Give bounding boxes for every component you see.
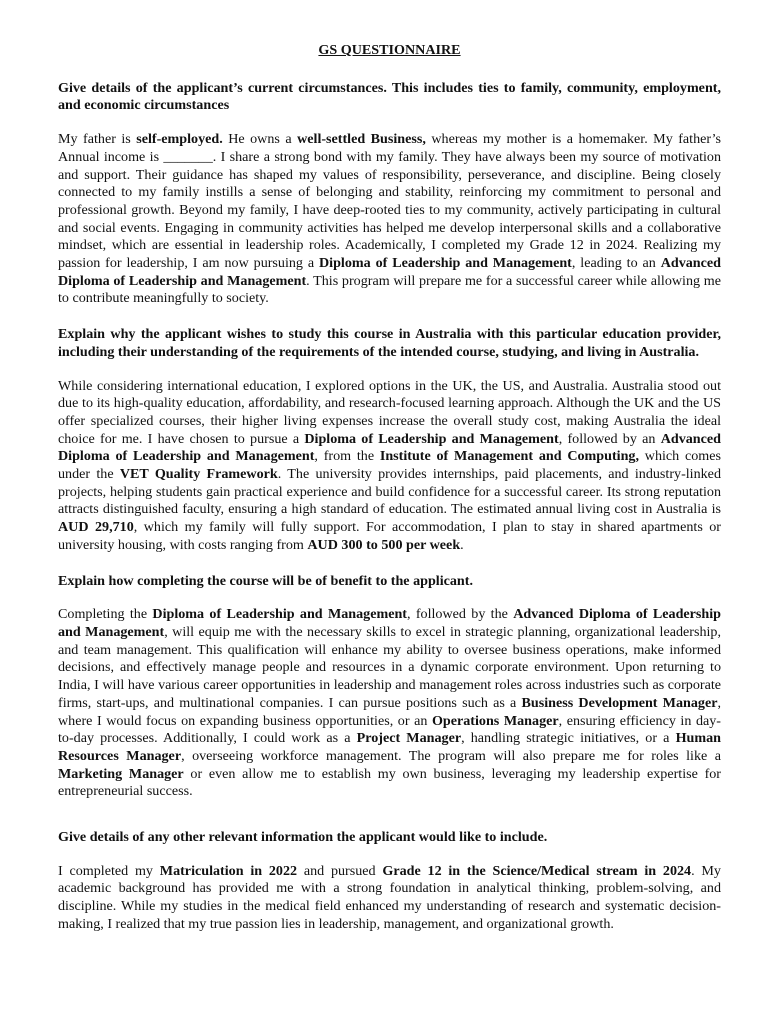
text-run: , will equip me with the necessary skills to excel in strategic planning, organizational leadership, and team management. This qualification will enhance my ability to oversee business operations, make informed decisions, and effectively manage people and resources in a dynamic corporate environment. Upon returning to India, I will have various career opportunities in leadership and management roles across industries such as corporate firms, start-ups, and multinational companies. I can pursue positions such as a	[58, 623, 721, 711]
text-run: , where I would focus on expanding business opportunities, or an	[58, 694, 721, 729]
text-run: , followed by the	[407, 606, 514, 623]
text-run: whereas my mother is a homemaker. My father’s Annual income is _______. I share a strong bond with my family. They have always been my source of motivation and support. Their guidance has shaped my values of responsibility, perseverance, and discipline. Being closely connected to my family instills a sense of belonging and stability, reinforcing my commitment to personal and professional growth. Beyond my family, I have deep-rooted ties to my community, actively participating in cultural and social events. Engaging in community activities has helped me develop interpersonal skills and a collaborative mindset, which are essential in leadership roles. Academically, I completed my Grade 12 in 2024. Realizing my passion for leadership, I am now pursuing a	[58, 131, 722, 272]
bold-run: Advanced Diploma of Leadership and Management	[58, 606, 722, 640]
text-run: , handling strategic initiatives, or a	[461, 730, 676, 747]
text-run: , overseeing workforce management. The program will also prepare me for roles like a	[181, 747, 721, 764]
bold-run: Diploma of Leadership and Management	[319, 255, 572, 272]
question-1: Give details of the applicant’s current circumstances. This includes ties to family, community, employment, and economic circumstances	[58, 79, 721, 114]
answer-2	[58, 378, 721, 555]
bold-run: Business Development Manager	[521, 694, 718, 711]
bold-run: Project Manager	[356, 730, 462, 747]
text-run: He owns a	[222, 131, 298, 148]
bold-run: Diploma of Leadership and Management	[152, 606, 408, 623]
text-run: Completing the	[58, 606, 153, 623]
bold-run: AUD 29,710	[58, 519, 134, 536]
answer-4	[58, 863, 721, 934]
text-run: , ensuring efficiency in day-to-day processes. Additionally, I could work as a	[58, 712, 721, 747]
bold-run: well-settled Business,	[297, 131, 426, 148]
bold-run: self-employed.	[136, 131, 223, 148]
text-run: and pursued	[297, 862, 383, 879]
text-run: .	[460, 536, 464, 553]
text-run: I completed my	[58, 862, 160, 879]
bold-run: Advanced Diploma of Leadership and Management	[58, 430, 721, 465]
text-run: which comes under the	[58, 448, 721, 483]
bold-run: Marketing Manager	[58, 765, 184, 782]
bold-run: Matriculation in 2022	[159, 862, 298, 879]
document-title: GS QUESTIONNAIRE	[318, 42, 461, 58]
text-run: While considering international education, I explored options in the UK, the US, and Australia. Australia stood out due to its high-quality education, affordability, and research-focused learning approach. Although the UK and the US offer specialized courses, their higher living expenses increase the overall study cost, making Australia the ideal choice for me. I have chosen to pursue a	[58, 377, 721, 447]
text-run: . The university provides internships, paid placements, and industry-linked projects, helping students gain practical experience and build confidence for a successful career. Its strong reputation attracts distinguished faculty, ensuring a high standard of education. The estimated annual living cost in Australia is	[58, 466, 721, 518]
text-run: , leading to an	[571, 255, 661, 272]
text-run: . My academic background has provided me with a strong foundation in analytical thinking, problem-solving, and discipline. While my studies in the medical field enhanced my understanding of research and systematic decision-making, I realized that my true passion lies in leadership, management, and organizational growth.	[58, 862, 721, 932]
bold-run: AUD 300 to 500 per week	[307, 536, 461, 553]
bold-run: Grade 12 in the Science/Medical stream in 2024	[382, 862, 692, 879]
text-run: , which my family will fully support. For accommodation, I plan to stay in shared apartments or university housing, with costs ranging from	[58, 519, 722, 553]
bold-run: Institute of Management and Computing,	[379, 448, 639, 465]
text-run: or even allow me to establish my own business, leveraging my leadership expertise for entrepreneurial success.	[58, 765, 722, 800]
answer-3	[58, 606, 721, 801]
question-2: Explain why the applicant wishes to study this course in Australia with this particular education provider, including their understanding of the requirements of the intended course, studying, and living in Australia.	[58, 326, 721, 360]
answer-1	[58, 131, 721, 308]
bold-run: VET Quality Framework	[119, 466, 278, 483]
bold-run: Advanced Diploma of Leadership and Management	[58, 255, 721, 289]
text-run: My father is	[58, 131, 137, 148]
text-run: . This program will prepare me for a successful career while allowing me to contribute meaningfully to society.	[58, 272, 721, 307]
question-3: Explain how completing the course will be of benefit to the applicant.	[58, 572, 473, 589]
bold-run: Operations Manager	[431, 712, 559, 729]
bold-run: Diploma of Leadership and Management	[304, 430, 559, 447]
question-4: Give details of any other relevant information the applicant would like to include.	[58, 829, 548, 846]
bold-run: Human Resources Manager	[58, 730, 721, 764]
text-run: , from the	[314, 448, 380, 465]
text-run: , followed by an	[558, 430, 661, 447]
